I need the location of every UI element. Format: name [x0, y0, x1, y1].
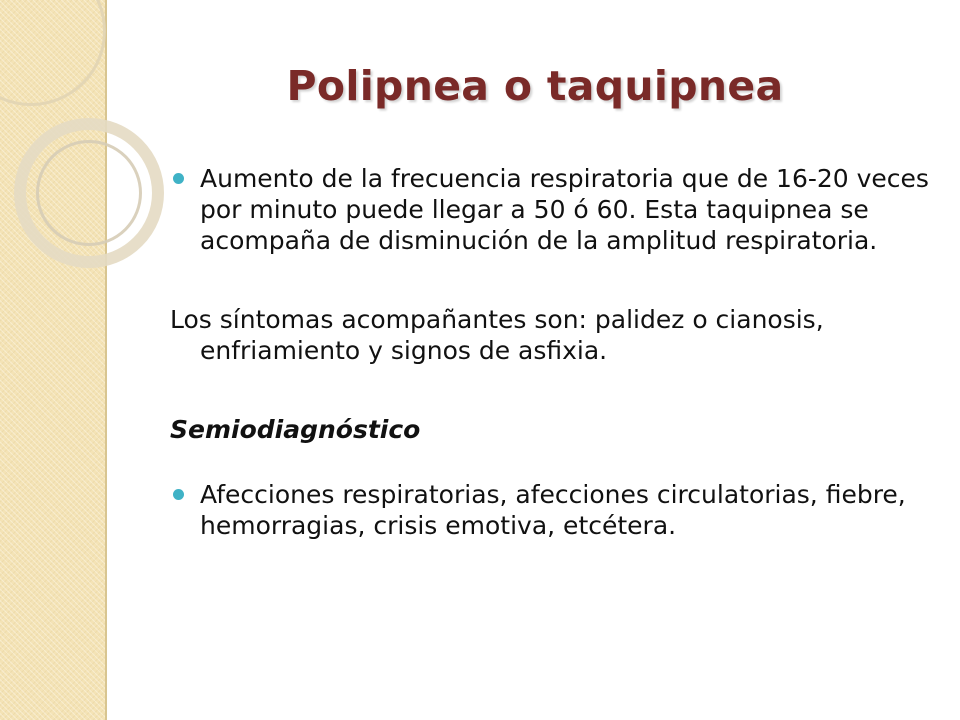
slide-body: [170, 163, 930, 541]
decorative-side-band: [0, 0, 105, 720]
bullet-text: Aumento de la frecuencia respiratoria que de 16-20 veces por minuto puede llegar a 50 ó 60. Esta taquipnea se acompaña de disminución de la amplitud respiratoria.: [200, 164, 929, 255]
bullet-paragraph: [170, 479, 930, 541]
paragraph-text: Los síntomas acompañantes son: palidez o cianosis, enfriamiento y signos de asfixia.: [170, 305, 824, 365]
bullet-icon: [173, 489, 184, 500]
bullet-text: Afecciones respiratorias, afecciones circulatorias, fiebre, hemorragias, crisis emotiva, etcétera.: [200, 480, 906, 540]
side-band-divider: [105, 0, 107, 720]
bullet-icon: [173, 173, 184, 184]
bullet-paragraph: [170, 163, 930, 256]
section-heading: [170, 414, 930, 445]
section-heading-text: Semiodiagnóstico: [170, 415, 421, 444]
plain-paragraph: [170, 304, 930, 366]
decorative-ring: [36, 140, 142, 246]
slide-title: Polipnea o taquipnea: [286, 62, 784, 110]
